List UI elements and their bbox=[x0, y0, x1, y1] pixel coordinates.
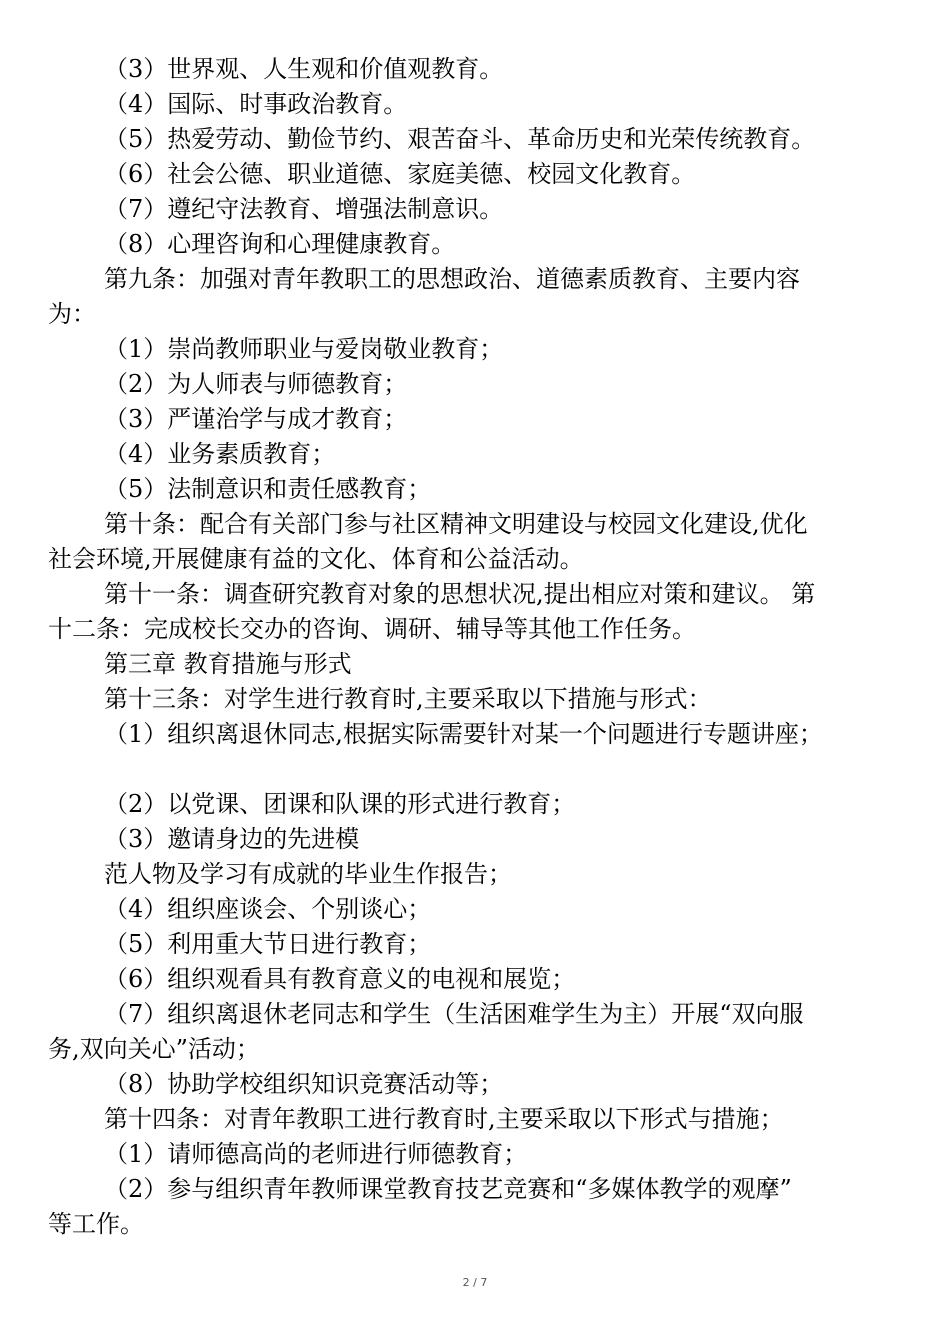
article-10-continued: 社会环境,开展健康有益的文化、体育和公益活动。 bbox=[48, 545, 584, 573]
list-item: （5）利用重大节日进行教育； bbox=[104, 930, 432, 958]
list-item: （4）业务素质教育； bbox=[104, 440, 336, 468]
list-item: （1）崇尚教师职业与爱岗敬业教育； bbox=[104, 335, 504, 363]
list-item: （3）邀请身边的先进模 bbox=[104, 825, 360, 853]
chapter-heading: 第三章 教育措施与形式 bbox=[104, 650, 352, 678]
article-11: 第十一条：调查研究教育对象的思想状况,提出相应对策和建议。 第 bbox=[104, 580, 816, 608]
article-14: 第十四条：对青年教职工进行教育时,主要采取以下形式与措施； bbox=[104, 1105, 784, 1133]
list-item: （4）国际、时事政治教育。 bbox=[104, 90, 408, 118]
list-item: （2）以党课、团课和队课的形式进行教育； bbox=[104, 790, 576, 818]
page-number: 2 / 7 bbox=[462, 1276, 488, 1289]
list-item: （8）心理咨询和心理健康教育。 bbox=[104, 230, 456, 258]
list-item: （4）组织座谈会、个别谈心； bbox=[104, 895, 432, 923]
body-text bbox=[48, 52, 908, 1242]
article-9-continued: 为： bbox=[48, 300, 96, 328]
list-item: （1）组织离退休同志,根据实际需要针对某一个问题进行专题讲座； bbox=[104, 720, 823, 748]
article-13: 第十三条：对学生进行教育时,主要采取以下措施与形式： bbox=[104, 685, 712, 713]
list-item: （8）协助学校组织知识竞赛活动等； bbox=[104, 1070, 504, 1098]
list-item: （5）热爱劳动、勤俭节约、艰苦奋斗、革命历史和光荣传统教育。 bbox=[104, 125, 816, 153]
list-item: （1）请师德高尚的老师进行师德教育； bbox=[104, 1140, 528, 1168]
list-item: （6）社会公德、职业道德、家庭美德、校园文化教育。 bbox=[104, 160, 696, 188]
list-item-continued: 务,双向关心”活动； bbox=[48, 1035, 260, 1063]
list-item-continued: 范人物及学习有成就的毕业生作报告； bbox=[104, 860, 512, 888]
article-12: 十二条：完成校长交办的咨询、调研、辅导等其他工作任务。 bbox=[48, 615, 696, 643]
list-item-continued: 等工作。 bbox=[48, 1210, 144, 1238]
list-item: （3）世界观、人生观和价值观教育。 bbox=[104, 55, 504, 83]
list-item: （2）参与组织青年教师课堂教育技艺竞赛和“多媒体教学的观摩” bbox=[104, 1175, 792, 1203]
blank-line bbox=[48, 752, 908, 787]
list-item: （7）组织离退休老同志和学生（生活困难学生为主）开展“双向服 bbox=[104, 1000, 804, 1028]
list-item: （7）遵纪守法教育、增强法制意识。 bbox=[104, 195, 504, 223]
article-10: 第十条：配合有关部门参与社区精神文明建设与校园文化建设,优化 bbox=[104, 510, 808, 538]
list-item: （5）法制意识和责任感教育； bbox=[104, 475, 432, 503]
article-9: 第九条：加强对青年教职工的思想政治、道德素质教育、主要内容 bbox=[104, 265, 800, 293]
list-item: （3）严谨治学与成才教育； bbox=[104, 405, 408, 433]
list-item: （2）为人师表与师德教育； bbox=[104, 370, 408, 398]
list-item: （6）组织观看具有教育意义的电视和展览； bbox=[104, 965, 576, 993]
